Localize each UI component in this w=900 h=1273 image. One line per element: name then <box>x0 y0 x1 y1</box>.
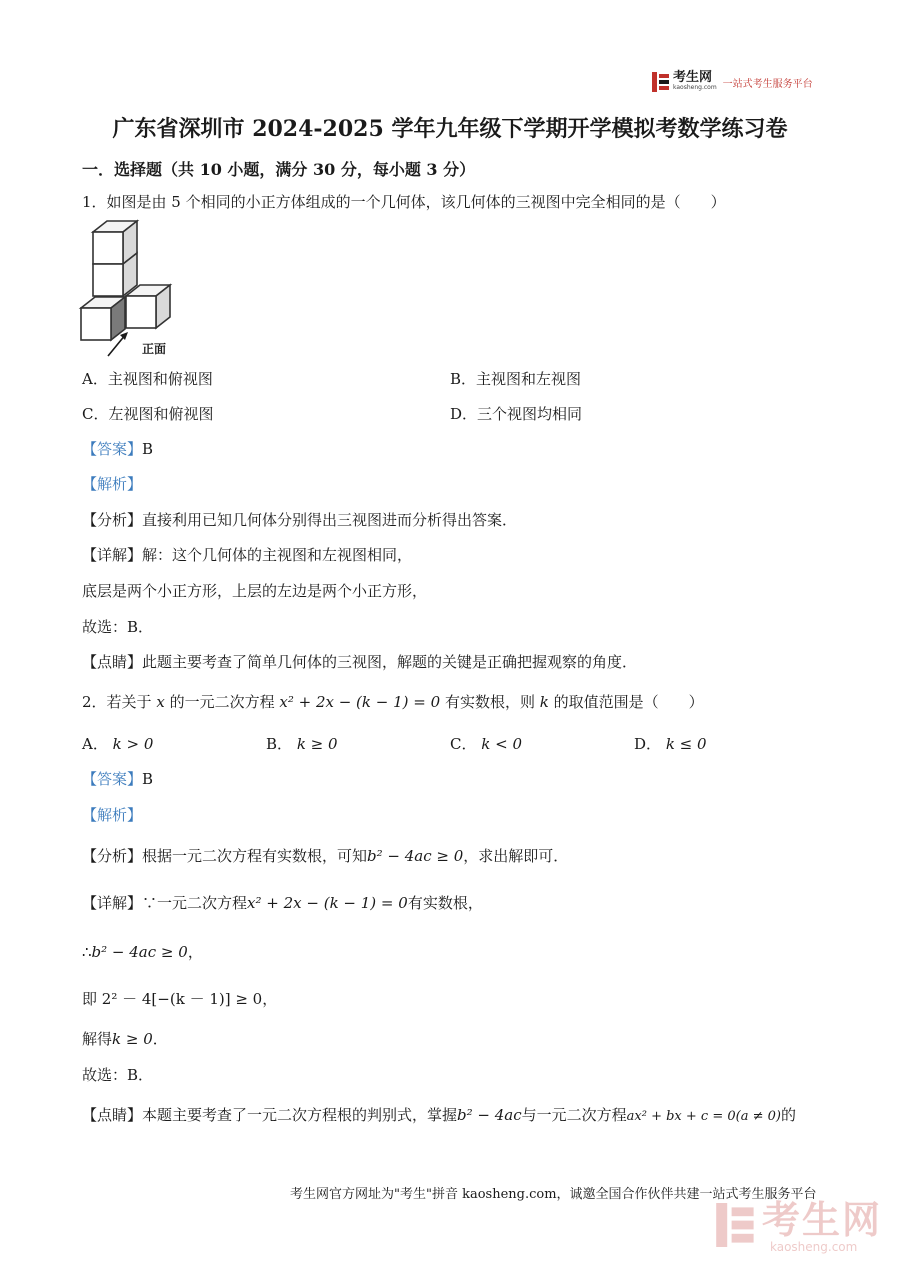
q2-dianjing-text: 本题主要考查了一元二次方程根的判别式，掌握 <box>142 1106 458 1124</box>
punct: ， <box>262 990 278 1008</box>
q2-fenxi-text: 根据一元二次方程有实数根，可知 <box>142 847 368 865</box>
watermark <box>716 1200 882 1254</box>
q1-answer: B <box>142 440 154 458</box>
q2-equation: x² + 2x − (k − 1) = 0 <box>279 693 441 711</box>
q2-option-c <box>450 734 522 754</box>
q2-dianjing-text: 与一元二次方程 <box>521 1106 627 1124</box>
q2-fenxi-text: ，求出解即可． <box>463 847 569 865</box>
logo-domain: kaosheng.com <box>673 84 717 91</box>
discriminant-expr: b² − 4ac ≥ 0 <box>367 847 464 865</box>
section-heading: 一．选择题（共 10 小题，满分 30 分，每小题 3 分） <box>82 160 476 179</box>
jiede-label: 解得 <box>82 1030 113 1048</box>
q1-stem: 1．如图是由 5 个相同的小正方体组成的一个几何体，该几何体的三视图中完全相同的是（ ） <box>82 193 726 211</box>
q1-choose: 故选：B． <box>82 618 154 636</box>
option-letter: D． <box>634 735 662 753</box>
q2-jiede-line <box>82 1029 168 1049</box>
q2-option-a <box>82 734 153 754</box>
q1-fenxi-line <box>82 510 517 530</box>
punct: ， <box>187 943 203 961</box>
answer-tag: 【答案】 <box>82 440 143 458</box>
q2-xiangjie-text: ∵一元二次方程 <box>142 894 248 912</box>
fenxi-tag: 【分析】 <box>82 847 143 865</box>
fenxi-tag: 【分析】 <box>82 511 143 529</box>
q1-option-d: D．三个视图均相同 <box>450 405 583 423</box>
q2-stem <box>82 692 704 712</box>
discriminant-expr: b² − 4ac <box>457 1106 522 1124</box>
logo-slogan: 一站式考生服务平台 <box>722 78 813 90</box>
q2-analysis-tag: 【解析】 <box>82 806 143 824</box>
q2-option-b <box>266 734 338 754</box>
q2-fenxi-line <box>82 846 568 866</box>
watermark-domain: kaosheng.com <box>770 1240 858 1254</box>
option-expr: k < 0 <box>481 735 523 753</box>
q2-stem-part: 的取值范围是（ ） <box>553 693 704 711</box>
q2-dianjing-line <box>82 1105 796 1127</box>
watermark-logo-icon <box>716 1203 756 1251</box>
q1-analysis-tag: 【解析】 <box>82 475 143 493</box>
ji-label: 即 <box>82 990 98 1008</box>
q1-figure <box>78 218 178 364</box>
figure-front-label: 正面 <box>142 342 167 356</box>
watermark-name: 考生网 <box>762 1198 883 1242</box>
q1-xiangjie: 解：这个几何体的主视图和左视图相同， <box>142 546 413 564</box>
q2-choose: 故选：B． <box>82 1066 154 1084</box>
q1-fenxi: 直接利用已知几何体分别得出三视图进而分析得出答案． <box>142 511 518 529</box>
page-title: 广东省深圳市 2024-2025 学年九年级下学期开学模拟考数学练习卷 <box>112 116 788 142</box>
q2-xiangjie-line <box>82 893 483 913</box>
q2-var-k: k <box>539 693 549 711</box>
cube-stack-figure <box>78 218 178 360</box>
option-letter: B． <box>266 735 293 753</box>
xiangjie-tag: 【详解】 <box>82 894 143 912</box>
q1-dianjing: 此题主要考查了简单几何体的三视图，解题的关键是正确把握观察的角度． <box>142 653 638 671</box>
substituted-expr: 2² － 4[−(k － 1)] ≥ 0 <box>101 990 263 1008</box>
q2-xiangjie-text: 有实数根， <box>407 894 483 912</box>
dianjing-tag: 【点睛】 <box>82 1106 143 1124</box>
discriminant-expr: b² − 4ac ≥ 0 <box>91 943 188 961</box>
solution-expr: k ≥ 0 <box>112 1030 153 1048</box>
answer-tag: 【答案】 <box>82 770 143 788</box>
q2-option-d <box>634 734 707 754</box>
q1-answer-line <box>82 439 153 459</box>
q2-answer: B <box>142 770 154 788</box>
q2-stem-part: 的一元二次方程 <box>169 693 275 711</box>
q2-answer-line <box>82 769 153 789</box>
option-letter: C． <box>450 735 477 753</box>
q2-stem-part: 有实数根，则 <box>444 693 535 711</box>
dianjing-tag: 【点睛】 <box>82 653 143 671</box>
option-expr: k ≥ 0 <box>296 735 338 753</box>
kaosheng-logo-icon <box>652 72 670 92</box>
q2-ji-line <box>82 989 277 1009</box>
punct: ． <box>152 1030 168 1048</box>
option-expr: k > 0 <box>112 735 154 753</box>
q1-option-a: A．主视图和俯视图 <box>82 370 213 388</box>
logo-name: 考生网 <box>673 70 713 85</box>
option-expr: k ≤ 0 <box>665 735 707 753</box>
q1-option-b: B．主视图和左视图 <box>450 370 582 388</box>
footer-text: 考生网官方网址为"考生"拼音 kaosheng.com，诚邀全国合作伙伴共建一站式考生服务平台 <box>290 1187 817 1202</box>
q2-equation: x² + 2x − (k − 1) = 0 <box>247 894 408 912</box>
header-logo <box>652 72 813 92</box>
q1-option-c: C．左视图和俯视图 <box>82 405 214 423</box>
therefore-symbol: ∴ <box>82 943 92 961</box>
q2-dianjing-text: 的 <box>780 1106 796 1124</box>
q1-detail-line-2: 底层是两个小正方形，上层的左边是两个小正方形， <box>82 582 428 600</box>
q1-xiangjie-line <box>82 545 412 565</box>
general-quadratic-expr: ax² + bx + c = 0(a ≠ 0) <box>626 1109 781 1124</box>
q2-therefore-line <box>82 942 203 962</box>
q2-var-x: x <box>156 693 165 711</box>
xiangjie-tag: 【详解】 <box>82 546 143 564</box>
q1-dianjing-line <box>82 652 637 672</box>
option-letter: A． <box>82 735 108 753</box>
q2-stem-part: 2．若关于 <box>82 693 152 711</box>
